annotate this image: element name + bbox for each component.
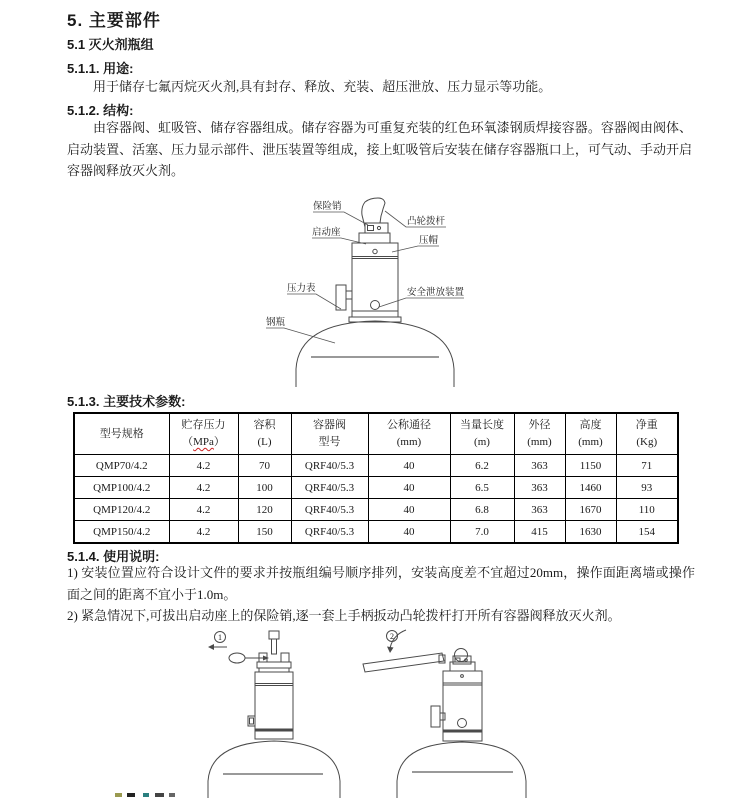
cylinder-shape xyxy=(397,742,526,798)
section-5-1-1-body: 用于储存七氟丙烷灭火剂,具有封存、释放、充装、超压泄放、压力显示等功能。 xyxy=(93,79,552,94)
column-header: 容器阀 型号 xyxy=(291,413,368,455)
table-cell: 1150 xyxy=(565,455,616,477)
table-cell: QRF40/5.3 xyxy=(291,455,368,477)
table-cell: 4.2 xyxy=(169,477,238,499)
table-cell: 6.2 xyxy=(450,455,514,477)
table-cell: QMP70/4.2 xyxy=(74,455,169,477)
valve-body-shape xyxy=(443,671,482,730)
table-cell: 363 xyxy=(514,499,565,521)
params-table xyxy=(73,412,679,544)
cutoff-text-fragments xyxy=(115,793,185,798)
table-cell: 100 xyxy=(238,477,291,499)
pull-direction-arrow xyxy=(208,644,214,650)
start-seat-shape xyxy=(359,233,390,243)
leader-press-cap xyxy=(392,246,439,252)
table-cell: QMP100/4.2 xyxy=(74,477,169,499)
table-body xyxy=(74,455,678,544)
cylinder-shape xyxy=(296,321,454,387)
table-row xyxy=(74,477,678,499)
table-cell: 4.2 xyxy=(169,455,238,477)
cylinder-shape xyxy=(208,741,340,798)
cam-head-shape xyxy=(455,649,468,662)
handle-lever-shape xyxy=(363,653,444,672)
leader-pressure-gauge xyxy=(287,294,341,309)
label-cam-lever: 凸轮拨杆 xyxy=(407,217,446,227)
table-cell: 70 xyxy=(238,455,291,477)
table-cell: 1670 xyxy=(565,499,616,521)
pressure-gauge-shape xyxy=(336,285,346,310)
section-5-1-3-heading: 5.1.3. 主要技术参数: xyxy=(67,394,186,409)
leader-safety-pin xyxy=(313,212,368,225)
table-cell: 40 xyxy=(368,499,450,521)
rotate-arrow-head xyxy=(387,647,394,654)
relief-device-shape xyxy=(458,719,467,728)
valve-body-shape xyxy=(255,672,293,729)
table-cell: 40 xyxy=(368,455,450,477)
section-5-1-1-heading: 5.1.1. 用途: xyxy=(67,61,134,76)
usage-item-1: 1) 安装位置应符合设计文件的要求并按瓶组编号顺序排列，安装高度差不宜超过20mm，操作面距离墙或操作面之间的距离不宜小于1.0m。 xyxy=(67,565,695,602)
table-cell: 71 xyxy=(616,455,678,477)
column-header: 容积 (L) xyxy=(238,413,291,455)
label-steel-cylinder: 钢瓶 xyxy=(266,318,286,328)
table-cell: 1630 xyxy=(565,521,616,544)
table-cell: 363 xyxy=(514,455,565,477)
section-5-1-4-heading: 5.1.4. 使用说明: xyxy=(67,549,160,564)
valve-structure-figure xyxy=(255,195,505,387)
pressure-gauge-shape xyxy=(431,706,440,727)
label-pressure-gauge: 压力表 xyxy=(287,284,316,294)
table-row xyxy=(74,499,678,521)
table-cell: 154 xyxy=(616,521,678,544)
pin-housing-shape xyxy=(365,223,388,233)
table-cell: QMP120/4.2 xyxy=(74,499,169,521)
table-row xyxy=(74,521,678,544)
table-cell: QRF40/5.3 xyxy=(291,499,368,521)
label-start-seat: 启动座 xyxy=(312,228,341,238)
table-cell: 110 xyxy=(616,499,678,521)
relief-device-shape xyxy=(371,301,380,310)
section-5-1-2-body: 由容器阀、虹吸管、储存容器组成。储存容器为可重复充装的红色环氧漆钢质焊接容器。容器阀由阀体、启动装置、活塞、压力显示部件、泄压装置等组成，接上虹吸管后安装在储存容器瓶口上，可气动、手动开启容器阀释放灭火剂。 xyxy=(67,120,692,179)
usage-item-2: 2) 紧急情况下,可拔出启动座上的保险销,逐一套上手柄扳动凸轮拨杆打开所有容器阀释放灭火剂。 xyxy=(67,608,621,623)
page-title: 5. 主要部件 xyxy=(67,11,161,30)
column-header: 净重 (Kg) xyxy=(616,413,678,455)
label-relief-device: 安全泄放装置 xyxy=(407,288,465,298)
section-5-1-heading: 5.1 灭火剂瓶组 xyxy=(67,37,154,52)
table-cell: 93 xyxy=(616,477,678,499)
label-press-cap: 压帽 xyxy=(419,236,439,246)
table-cell: 6.8 xyxy=(450,499,514,521)
column-header: 外径 (mm) xyxy=(514,413,565,455)
table-cell: 120 xyxy=(238,499,291,521)
table-row xyxy=(74,455,678,477)
pin-ring-shape xyxy=(229,653,245,663)
column-header: 公称通径 (mm) xyxy=(368,413,450,455)
table-cell: 4.2 xyxy=(169,521,238,544)
table-cell: QMP150/4.2 xyxy=(74,521,169,544)
table-header-row xyxy=(74,413,678,455)
section-5-1-2-heading: 5.1.2. 结构: xyxy=(67,103,134,118)
table-cell: 363 xyxy=(514,477,565,499)
step2-number: 2 xyxy=(390,632,394,641)
table-cell: 150 xyxy=(238,521,291,544)
column-header: 型号规格 xyxy=(74,413,169,455)
leader-relief-device xyxy=(379,298,464,307)
operation-figure-step1 xyxy=(180,628,350,798)
table-cell: QRF40/5.3 xyxy=(291,521,368,544)
label-safety-pin: 保险销 xyxy=(313,202,342,212)
column-header: 贮存压力 （MPa） xyxy=(169,413,238,455)
table-cell: 40 xyxy=(368,477,450,499)
table-cell: 4.2 xyxy=(169,499,238,521)
column-header: 当量长度 (m) xyxy=(450,413,514,455)
table-cell: QRF40/5.3 xyxy=(291,477,368,499)
operation-figure-step2 xyxy=(360,628,545,798)
column-header: 高度 (mm) xyxy=(565,413,616,455)
table-cell: 7.0 xyxy=(450,521,514,544)
table-cell: 1460 xyxy=(565,477,616,499)
table-cell: 415 xyxy=(514,521,565,544)
table-cell: 40 xyxy=(368,521,450,544)
step1-number: 1 xyxy=(218,633,222,642)
table-cell: 6.5 xyxy=(450,477,514,499)
